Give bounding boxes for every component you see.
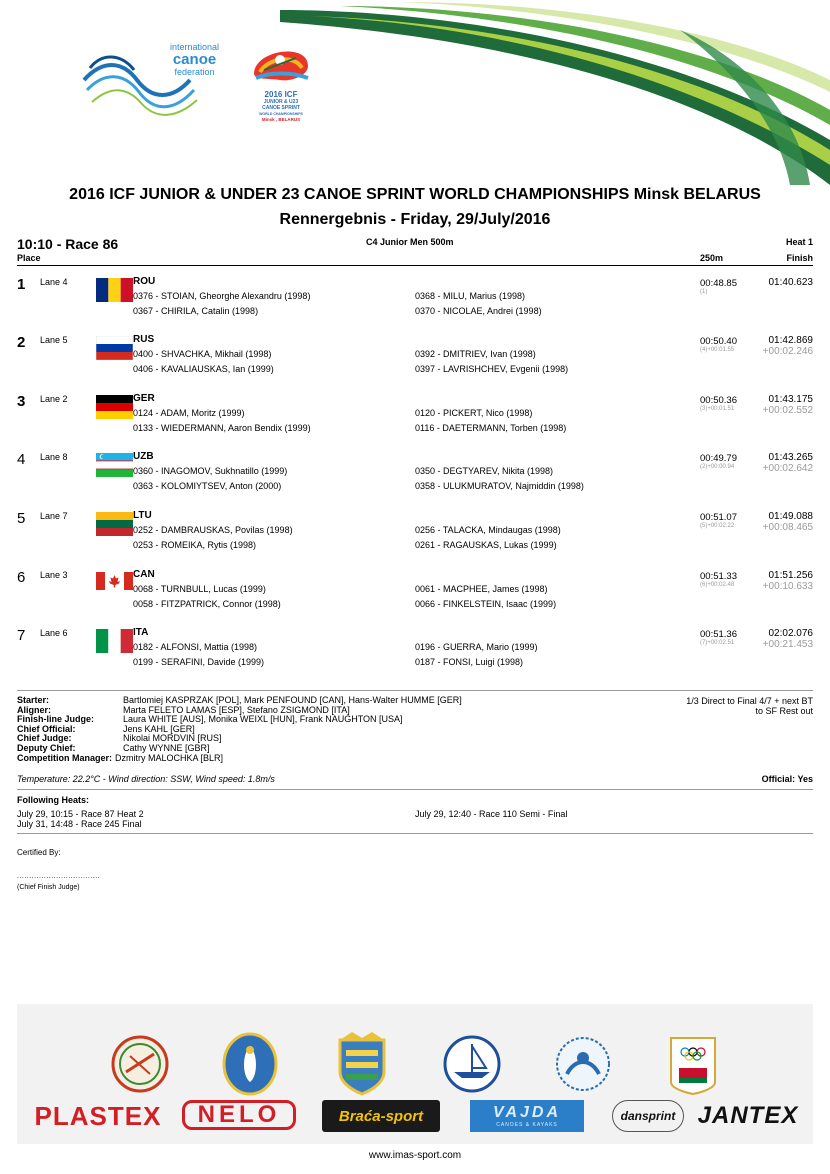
athlete: 0400 - SHVACHKA, Mikhail (1998) <box>133 349 272 359</box>
official-names: Nikolai MORDVIN [RUS] <box>123 733 222 744</box>
athlete: 0133 - WIEDERMANN, Aaron Bendix (1999) <box>133 423 311 433</box>
official-row <box>17 725 462 735</box>
flag-germany-icon <box>96 395 133 419</box>
icf-logo-line2: canoe <box>172 51 217 68</box>
column-header-250m: 250m <box>700 253 724 263</box>
split-250m: 00:50.36 <box>700 395 737 406</box>
finish-diff: +00:10.633 <box>762 581 813 592</box>
finish-diff: +00:02.246 <box>762 346 813 357</box>
result-country: LTU <box>133 510 152 521</box>
finish-time: 01:42.869 <box>768 335 813 346</box>
official-status: Official: Yes <box>761 774 813 784</box>
result-country: RUS <box>133 334 155 345</box>
official-names: Bartlomiej KASPRZAK [POL], Mark PENFOUND [CAN], Hans-Walter HUMME [GER] <box>123 695 462 705</box>
athlete: 0363 - KOLOMIYTSEV, Anton (2000) <box>133 481 282 491</box>
result-row <box>0 274 830 332</box>
officials-list <box>17 696 462 763</box>
athlete: 0253 - ROMEIKA, Rytis (1998) <box>133 540 257 550</box>
athlete: 0368 - MILU, Marius (1998) <box>415 291 526 301</box>
sponsor-dansprint-logo: dansprint <box>612 1100 684 1132</box>
result-place: 2 <box>17 334 26 351</box>
olympic-committee-emblem-icon <box>663 1032 723 1096</box>
athlete: 0182 - ALFONSI, Mattia (1998) <box>133 642 258 652</box>
split-250m-rank: (3)+00:01.51 <box>700 406 735 412</box>
championship-logo-line2: JUNIOR & U23 <box>263 99 299 105</box>
region-coat-of-arms-icon <box>332 1032 392 1096</box>
athlete: 0370 - NICOLAE, Andrei (1998) <box>415 306 542 316</box>
result-place: 1 <box>17 276 26 293</box>
result-country: UZB <box>133 451 154 462</box>
athlete: 0252 - DAMBRAUSKAS, Povilas (1998) <box>133 525 293 535</box>
header-rule <box>17 265 813 266</box>
result-row <box>0 567 830 625</box>
athlete: 0120 - PICKERT, Nico (1998) <box>415 408 533 418</box>
split-250m-rank: (7)+00:02.51 <box>700 640 735 646</box>
athlete: 0256 - TALACKA, Mindaugas (1998) <box>415 525 561 535</box>
finish-diff: +00:08.465 <box>762 522 813 533</box>
sponsor-plastex-logo: PLASTEX <box>34 1100 162 1131</box>
sponsor-vajda-tagline: CANOES & KAYAKS <box>496 1122 558 1128</box>
athlete: 0350 - DEGTYAREV, Nikita (1998) <box>415 466 554 476</box>
result-row <box>0 449 830 507</box>
result-place: 3 <box>17 393 26 410</box>
result-lane: Lane 2 <box>40 394 68 404</box>
result-lane: Lane 5 <box>40 335 68 345</box>
following-heats-left <box>17 810 144 830</box>
result-country: ITA <box>133 627 149 638</box>
flag-russia-icon <box>96 336 133 360</box>
athlete: 0392 - DMITRIEV, Ivan (1998) <box>415 349 536 359</box>
following-heat-item: July 29, 10:15 - Race 87 Heat 2 <box>17 809 144 819</box>
official-role: Starter: <box>17 695 50 705</box>
weather-rule <box>17 789 813 790</box>
athlete: 0116 - DAETERMANN, Torben (1998) <box>415 423 567 433</box>
split-250m-rank: (4)+00:01.55 <box>700 347 735 353</box>
athlete: 0124 - ADAM, Moritz (1999) <box>133 408 245 418</box>
result-place: 7 <box>17 627 26 644</box>
finish-time: 02:02.076 <box>768 628 813 639</box>
official-role: Chief Official: <box>17 723 76 734</box>
race-time-number: 10:10 - Race 86 <box>17 236 119 252</box>
split-250m: 00:51.36 <box>700 629 737 640</box>
certified-by-label: Certified By: <box>17 848 61 857</box>
official-role: Chief Judge: <box>17 733 72 744</box>
athlete: 0196 - GUERRA, Mario (1999) <box>415 642 538 652</box>
sponsor-nelo-logo: NELO <box>182 1100 296 1130</box>
championship-logo-line4: WORLD CHAMPIONSHIPS <box>259 112 303 116</box>
split-250m: 00:51.33 <box>700 571 737 582</box>
result-lane: Lane 3 <box>40 570 68 580</box>
athlete: 0068 - TURNBULL, Lucas (1999) <box>133 584 266 594</box>
official-row <box>17 754 462 764</box>
official-names: Cathy WYNNE [GBR] <box>123 742 210 753</box>
event-name: C4 Junior Men 500m <box>366 237 454 247</box>
flag-romania-icon <box>96 278 133 302</box>
following-heat-item: July 29, 12:40 - Race 110 Semi - Final <box>415 809 568 819</box>
sponsor-jantex-logo: JANTEX <box>697 1102 799 1129</box>
flag-uzbekistan-icon <box>96 453 133 477</box>
flag-italy-icon <box>96 629 133 653</box>
finish-diff: +00:21.453 <box>762 639 813 650</box>
athlete: 0187 - FONSI, Luigi (1998) <box>415 657 524 667</box>
split-250m: 00:49.79 <box>700 453 737 464</box>
athlete: 0360 - INAGOMOV, Sukhnatillo (1999) <box>133 466 288 476</box>
split-250m: 00:51.07 <box>700 512 737 523</box>
athlete: 0397 - LAVRISHCHEV, Evgenii (1998) <box>415 364 569 374</box>
official-row <box>17 734 462 744</box>
official-names: Dzmitry MALOCHKA [BLR] <box>115 752 224 763</box>
officials-rule <box>17 690 813 691</box>
championship-logo-line1: 2016 ICF <box>264 90 298 99</box>
finish-time: 01:49.088 <box>768 511 813 522</box>
result-lane: Lane 7 <box>40 511 68 521</box>
championship-logo-line3: CANOE SPRINT <box>262 105 300 111</box>
following-heats-label: Following Heats: <box>17 795 89 805</box>
official-role: Aligner: <box>17 704 52 715</box>
athlete: 0367 - CHIRILA, Catalin (1998) <box>133 306 259 316</box>
result-country: ROU <box>133 276 156 287</box>
column-header-finish: Finish <box>786 253 813 263</box>
finish-time: 01:40.623 <box>768 277 813 288</box>
result-row <box>0 332 830 390</box>
icf-logo <box>82 40 232 125</box>
progression-rules: 1/3 Direct to Final 4/7 + next BT to SF Rest out <box>686 696 813 716</box>
finish-time: 01:51.256 <box>768 570 813 581</box>
canoe-federation-emblem-icon <box>442 1032 502 1096</box>
athlete: 0406 - KAVALIAUSKAS, Ian (1999) <box>133 364 274 374</box>
document-title: 2016 ICF JUNIOR & UNDER 23 CANOE SPRINT WORLD CHAMPIONSHIPS Minsk BELARUS <box>69 186 761 203</box>
split-250m: 00:48.85 <box>700 278 737 289</box>
split-250m-rank: (2)+00:00.94 <box>700 464 735 470</box>
header-swoosh-graphic <box>280 0 830 185</box>
finish-diff: +00:02.552 <box>762 405 813 416</box>
athlete: 0261 - RAGAUSKAS, Lukas (1999) <box>415 540 557 550</box>
championship-logo-line5: Minsk , BELARUS <box>261 117 301 122</box>
result-lane: Lane 6 <box>40 628 68 638</box>
finish-time: 01:43.175 <box>768 394 813 405</box>
sponsor-vajda-name: VAJDA <box>492 1104 562 1121</box>
official-role: Competition Manager: <box>17 752 113 763</box>
result-row <box>0 625 830 683</box>
result-place: 4 <box>17 451 26 468</box>
icf-logo-line1: international <box>170 42 220 52</box>
result-country: GER <box>133 393 155 404</box>
column-header-place: Place <box>17 253 41 263</box>
result-lane: Lane 4 <box>40 277 68 287</box>
result-place: 6 <box>17 569 26 586</box>
athlete: 0061 - MACPHEE, James (1998) <box>415 584 548 594</box>
flag-canada-icon <box>96 572 133 590</box>
flag-lithuania-icon <box>96 512 133 536</box>
finish-diff: +00:02.642 <box>762 463 813 474</box>
finish-time: 01:43.265 <box>768 452 813 463</box>
split-250m-rank: (1) <box>700 289 708 295</box>
split-250m-rank: (6)+00:02.48 <box>700 582 735 588</box>
following-rule <box>17 833 813 834</box>
following-heat-item: July 31, 14:48 - Race 245 Final <box>17 818 142 829</box>
city-emblem-icon <box>220 1032 280 1096</box>
official-names: Laura WHITE [AUS], Monika WEIXL [HUN], Frank NAUGHTON [USA] <box>123 714 403 725</box>
split-250m: 00:50.40 <box>700 336 737 347</box>
split-250m-rank: (5)+00:02.22 <box>700 523 735 529</box>
official-role: Finish-line Judge: <box>17 714 95 725</box>
result-row <box>0 391 830 449</box>
following-heats-right <box>415 810 567 820</box>
result-row <box>0 508 830 566</box>
official-names: Jens KAHL [GER] <box>123 723 195 734</box>
athlete: 0199 - SERAFINI, Davide (1999) <box>133 657 265 667</box>
chief-finish-judge-label: (Chief Finish Judge) <box>17 884 80 891</box>
result-country: CAN <box>133 569 155 580</box>
result-place: 5 <box>17 510 26 527</box>
signature-line: .................................. <box>17 873 101 880</box>
championship-logo <box>250 42 312 130</box>
result-lane: Lane 8 <box>40 452 68 462</box>
federation-emblem-icon <box>110 1032 170 1096</box>
document-subtitle: Rennergebnis - Friday, 29/July/2016 <box>279 211 551 228</box>
official-row <box>17 715 462 725</box>
ministry-emblem-icon <box>553 1032 613 1096</box>
footer-website-link[interactable]: www.imas-sport.com <box>368 1150 462 1161</box>
sponsor-vajda-logo <box>470 1100 584 1132</box>
weather-info: Temperature: 22.2°C - Wind direction: SSW, Wind speed: 1.8m/s <box>17 774 275 784</box>
athlete: 0376 - STOIAN, Gheorghe Alexandru (1998) <box>133 291 311 301</box>
official-role: Deputy Chief: <box>17 742 76 753</box>
athlete: 0066 - FINKELSTEIN, Isaac (1999) <box>415 599 557 609</box>
official-names: Marta FELETO LAMAS [ESP], Stefano ZSIGMOND [ITA] <box>123 704 350 715</box>
sponsor-braca-sport-logo: Braća-sport <box>322 1100 440 1132</box>
athlete: 0358 - ULUKMURATOV, Najmiddin (1998) <box>415 481 584 491</box>
icf-logo-line3: federation <box>174 67 215 77</box>
heat-label: Heat 1 <box>785 237 813 247</box>
athlete: 0058 - FITZPATRICK, Connor (1998) <box>133 599 281 609</box>
